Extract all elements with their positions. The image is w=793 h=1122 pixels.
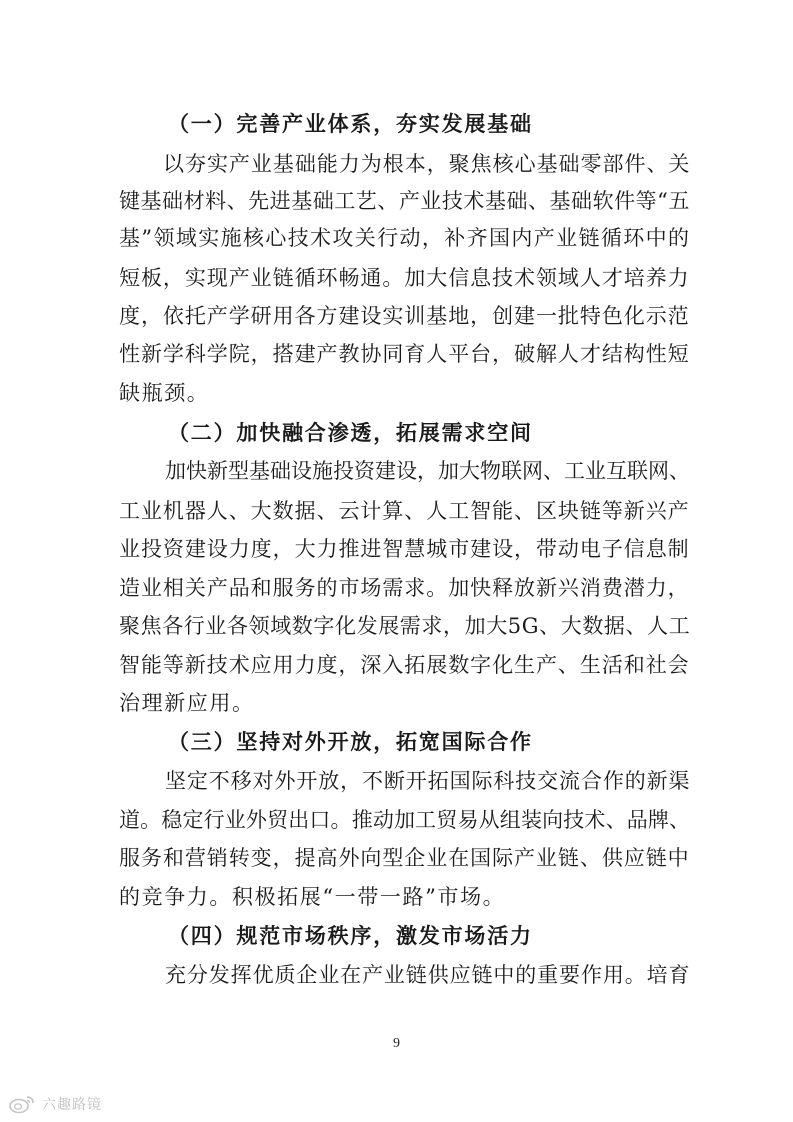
section-heading: （二）加快融合渗透，拓展需求空间 <box>168 421 533 445</box>
page-number: 9 <box>393 1036 400 1051</box>
section-heading: （三）坚持对外开放，拓宽国际合作 <box>168 730 533 754</box>
text-line: 道。稳定行业外贸出口。推动加工贸易从组装向技术、品牌、 <box>119 808 691 832</box>
text-line: 的竞争力。积极拓展“一带一路”市场。 <box>119 885 506 909</box>
watermark-text: 六趣路镜 <box>42 1097 102 1113</box>
text-line: 加快新型基础设施投资建设，加大物联网、工业互联网、 <box>165 459 690 483</box>
text-line: 短板，实现产业链循环畅通。加大信息技术领域人才培养力 <box>119 266 690 290</box>
text-line: 坚定不移对外开放，不断开拓国际科技交流合作的新渠 <box>165 769 691 793</box>
section-heading: （一）完善产业体系，夯实发展基础 <box>168 112 533 136</box>
text-line: 治理新应用。 <box>119 691 255 715</box>
text-line: 缺瓶颈。 <box>119 381 210 405</box>
text-line: 工业机器人、大数据、云计算、人工智能、区块链等新兴产 <box>119 499 690 523</box>
text-line: 键基础材料、先进基础工艺、产业技术基础、基础软件等“五 <box>119 189 690 213</box>
watermark <box>8 1094 102 1114</box>
text-line: 充分发挥优质企业在产业链供应链中的重要作用。培育 <box>165 963 691 987</box>
text-line: 智能等新技术应用力度，深入拓展数字化生产、生活和社会 <box>119 653 690 677</box>
text-line: 聚焦各行业各领域数字化发展需求，加大5G、大数据、人工 <box>119 614 691 638</box>
text-line: 业投资建设力度，大力推进智慧城市建设，带动电子信息制 <box>119 537 690 561</box>
section-heading: （四）规范市场秩序，激发市场活力 <box>168 924 533 948</box>
text-line: 性新学科学院，搭建产教协同育人平台，破解人才结构性短 <box>119 342 690 366</box>
text-line: 造业相关产品和服务的市场需求。加快释放新兴消费潜力， <box>119 576 690 600</box>
text-line: 度，依托产学研用各方建设实训基地，创建一批特色化示范 <box>119 304 690 328</box>
weibo-logo-icon <box>8 1094 36 1114</box>
text-line: 服务和营销转变，提高外向型企业在国际产业链、供应链中 <box>119 846 690 870</box>
text-line: 基”领域实施核心技术攻关行动，补齐国内产业链循环中的 <box>119 226 691 250</box>
text-line: 以夯实产业基础能力为根本，聚焦核心基础零部件、关 <box>163 152 691 176</box>
